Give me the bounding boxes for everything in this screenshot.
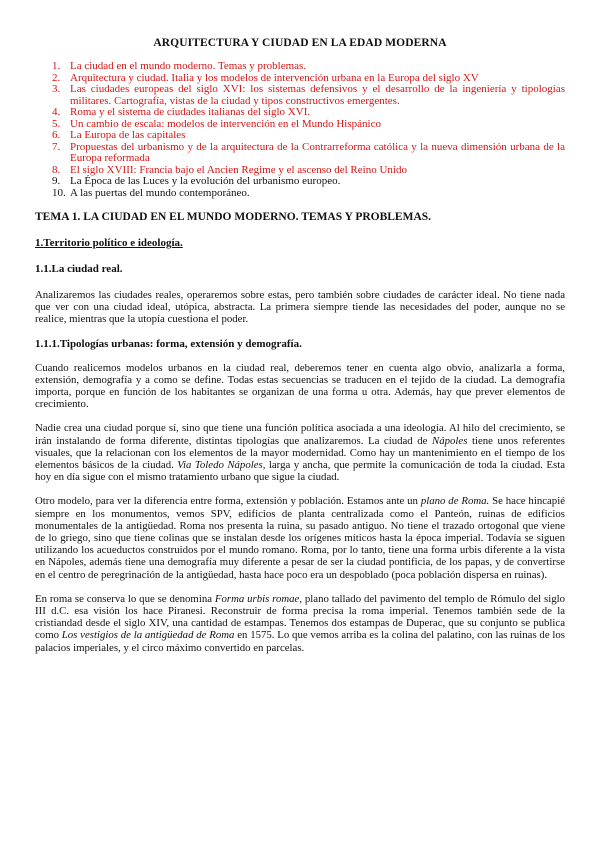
toc-item-text: Propuestas del urbanismo y de la arquitectura de la Contrarreforma católica y la nueva dimensión urbana de la Europa reformada	[70, 140, 565, 164]
section-title: 1.Territorio político e ideología.	[35, 237, 183, 249]
toc-item	[35, 84, 565, 107]
emphasis-via-toledo: Via Toledo Nápoles,	[177, 459, 266, 472]
paragraph-napoles	[35, 422, 565, 483]
document-page	[35, 37, 565, 666]
paragraph-ciudad-real: Analizaremos las ciudades reales, operaremos sobre estas, pero también sobre ciudades de carácter ideal. No tiene nada que ver con una ciudad ideal, utópica, abstracta. La primera siempre tiende las necesidades del poder, aunque no se realice, mientras que la utopía cuestiona el poder.	[35, 289, 565, 326]
emphasis-forma-urbis: Forma urbis romae,	[214, 592, 303, 605]
toc-item-text: La Época de las Luces y la evolución del urbanismo europeo.	[70, 175, 341, 187]
text-run: Nadie crea una ciudad porque sí, sino que tiene una función política asociada a una ideología. Al hilo del crecimiento, se irán instalando de forma diferente, distintas tipologías que analizaremos. La ciudad de	[35, 422, 565, 447]
text-run: en 1575. Lo que vemos arriba es la colina del palatino, con las ruinas de los palacios imperiales, y el circo máximo convertido en parcelas.	[35, 629, 566, 654]
toc-item-text: Arquitectura y ciudad. Italia y los modelos de intervención urbana en la Europa del siglo XV	[70, 71, 479, 84]
toc-item-number: 4.	[52, 106, 61, 118]
emphasis-plano-roma: plano de Roma.	[420, 495, 490, 508]
text-run: larga y ancha, que permite la comunicación de toda la ciudad. Esta hoy en día sigue con el mismo tratamiento urbano que sigue la ciudad.	[35, 459, 565, 484]
toc-item-number: 7.	[52, 140, 61, 153]
paragraph-forma-urbis	[35, 593, 565, 654]
theme-title: TEMA 1. LA CIUDAD EN EL MUNDO MODERNO. TEMAS Y PROBLEMAS.	[35, 211, 432, 223]
toc-item-number: 6.	[52, 129, 61, 141]
toc-item	[35, 130, 565, 142]
toc-item	[35, 188, 565, 200]
emphasis-vestigios: Los vestigios de la antigüedad de Roma	[61, 629, 235, 642]
toc-item-number: 8.	[52, 163, 61, 176]
toc-item-number: 1.	[52, 60, 61, 72]
document-title: ARQUITECTURA Y CIUDAD EN LA EDAD MODERNA	[153, 37, 447, 49]
subsection-title: 1.1.La ciudad real.	[35, 263, 123, 275]
toc-item-number: 2.	[52, 71, 61, 84]
toc-item-number: 5.	[52, 117, 61, 130]
toc-item-number: 3.	[52, 83, 61, 95]
toc-item-text: Las ciudades europeas del siglo XVI: los sistemas defensivos y el desarrollo de la ingeniería y tipologías militares. Cartografía, vistas de la ciudad y tipos constructivos emergentes.	[70, 83, 565, 107]
text-run: tiene unos referentes visuales, que la relacionan con los elementos de la mayor modernidad. Como hay un mantenimiento en el tiempo de los elementos básicos de la ciudad.	[35, 434, 565, 472]
toc-item-text: La ciudad en el mundo moderno. Temas y problemas.	[70, 60, 307, 72]
toc-item-text: Un cambio de escala: modelos de intervención en el Mundo Hispánico	[70, 117, 381, 130]
toc-item-text: El siglo XVIII: Francia bajo el Ancien Regime y el ascenso del Reino Unido	[70, 163, 407, 176]
paragraph-roma	[35, 495, 565, 580]
toc-item-text: Roma y el sistema de ciudades italianas del siglo XVI.	[70, 106, 311, 118]
text-run: En roma se conserva lo que se denomina	[35, 592, 215, 605]
subsubsection-title: 1.1.1.Tipologías urbanas: forma, extensión y demografía.	[35, 337, 302, 350]
emphasis-napoles: Nápoles	[432, 434, 468, 447]
text-run: plano tallado del pavimento del templo de Rómulo del siglo III d.C. esa visión los hace Piranesi. Reconstruir de forma precisa la roma imperial. Tenemos también sede de la cristiandad desde el siglo XIV, una cantidad de estampas. Tenemos dos estampas de Duperac, que su conjunto se publica como	[35, 592, 565, 642]
paragraph-modelos-urbanos: Cuando realicemos modelos urbanos en la ciudad real, deberemos tener en cuenta algo obvio, analizarla a forma, extensión, demografía y a como se define. Todas estas secuencias se traducen en el tejido de la ciudad. La demografía importa, porque en función de los habitantes se organizan de una forma u otra. Además, hay que prever elementos de crecimiento.	[35, 361, 565, 411]
table-of-contents	[35, 61, 565, 199]
toc-item	[35, 142, 565, 165]
toc-item-number: 9.	[52, 175, 61, 187]
toc-item-text: A las puertas del mundo contemporáneo.	[70, 186, 250, 199]
toc-item	[35, 107, 565, 119]
text-run: Se hace hincapié siempre en los monumentos, vemos SPV, edificios de planta centralizada como el Panteón, ruinas de edificios monumentales de la antigüedad. Roma nos presenta la ruina, su pasado antiguo. No tiene el trazado ortogonal que viene de lo griego, sino que tiene colinas que se instalan desde los orígenes míticos hasta la época imperial. Todavía se siguen utilizando los acueductos construidos por el mundo romano. Roma, por lo tanto, tiene una forma urbis diferente a la vista en Nápoles, además tiene una demografía muy diferente a pesar de ser la ciudad pontificia, de los papas, y de convertirse en el centro de peregrinación de la antigüedad, hasta hace poco era un despoblado (poca población dispersa en ruinas).	[35, 495, 565, 581]
toc-item-text: La Europa de las capitales	[70, 129, 186, 141]
toc-item	[35, 61, 565, 73]
toc-item	[35, 176, 565, 188]
text-run: Otro modelo, para ver la diferencia entre forma, extensión y población. Estamos ante un	[35, 495, 421, 508]
toc-item-number: 10.	[52, 186, 66, 199]
